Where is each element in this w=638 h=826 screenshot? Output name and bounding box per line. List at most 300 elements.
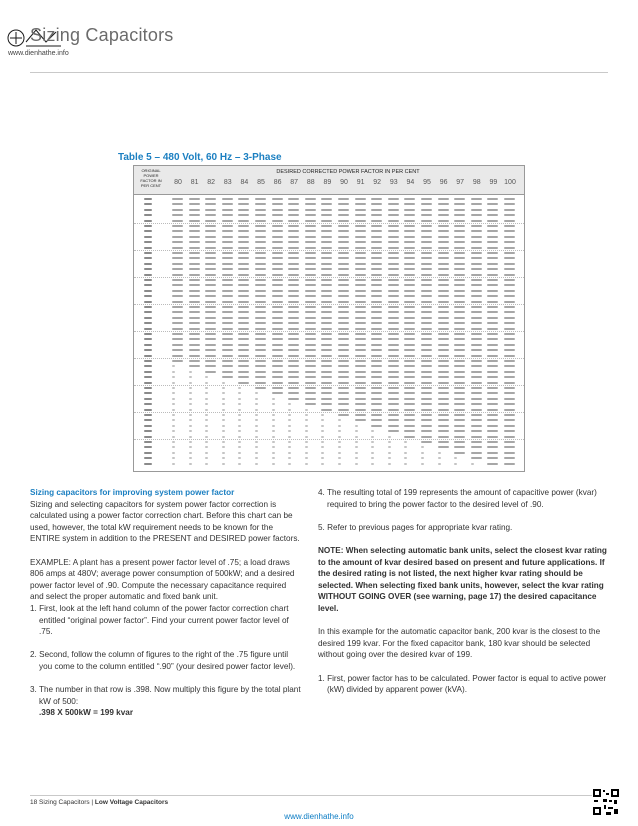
table-cell-mark	[222, 371, 233, 373]
table-cell-mark	[504, 338, 515, 340]
table-cell-mark	[321, 322, 332, 324]
table-cell-mark	[371, 419, 382, 421]
table-cell-mark	[321, 263, 332, 265]
table-cell-mark	[272, 209, 283, 211]
table-cell-mark	[504, 457, 515, 459]
table-cell-mark	[421, 398, 432, 400]
table-cell-mark	[288, 371, 299, 373]
table-cell-mark	[321, 328, 332, 330]
table-cell-mark	[504, 252, 515, 254]
table-cell-mark	[471, 236, 482, 238]
table-cell-mark	[222, 220, 233, 222]
table-cell-mark	[388, 398, 399, 400]
table-cell-mark	[355, 247, 366, 249]
table-cell-mark	[355, 463, 358, 465]
table-cell-mark	[438, 301, 449, 303]
table-cell-mark	[371, 430, 374, 432]
table-cell-mark	[355, 436, 358, 438]
table-cell-mark	[255, 247, 266, 249]
table-cell-mark	[471, 214, 482, 216]
table-cell-mark	[288, 257, 299, 259]
table-cell-mark	[321, 365, 332, 367]
table-cell-mark	[355, 392, 366, 394]
table-cell-mark	[421, 344, 432, 346]
table-cell-mark	[371, 257, 382, 259]
table-cell-mark	[487, 376, 498, 378]
row-label-mark	[144, 301, 152, 303]
row-label-mark	[144, 392, 152, 394]
table-cell-mark	[238, 274, 249, 276]
table-cell-mark	[371, 403, 382, 405]
table-cell-mark	[404, 268, 415, 270]
table-cell-mark	[421, 247, 432, 249]
table-cell-mark	[321, 419, 324, 421]
table-cell-mark	[189, 247, 200, 249]
table-cell-mark	[205, 274, 216, 276]
table-cell-mark	[454, 376, 465, 378]
table-cell-mark	[272, 247, 283, 249]
table-cell-mark	[288, 301, 299, 303]
table-cell-mark	[355, 301, 366, 303]
table-cell-mark	[222, 360, 233, 362]
table-cell-mark	[371, 284, 382, 286]
table-cell-mark	[487, 198, 498, 200]
table-cell-mark	[371, 295, 382, 297]
table-cell-mark	[305, 214, 316, 216]
table-cell-mark	[172, 436, 175, 438]
table-cell-mark	[404, 344, 415, 346]
table-cell-mark	[172, 241, 183, 243]
table-cell-mark	[388, 203, 399, 205]
table-cell-mark	[255, 376, 266, 378]
table-cell-mark	[421, 376, 432, 378]
table-cell-mark	[438, 268, 449, 270]
table-cell-mark	[255, 274, 266, 276]
table-cell-mark	[355, 398, 366, 400]
table-cell-mark	[388, 365, 399, 367]
table-cell-mark	[238, 198, 249, 200]
table-cell-mark	[272, 290, 283, 292]
table-cell-mark	[305, 457, 308, 459]
table-cell-mark	[238, 295, 249, 297]
column-header: 96	[439, 179, 448, 186]
table-cell-mark	[421, 436, 432, 438]
table-cell-mark	[172, 252, 183, 254]
table-cell-mark	[305, 230, 316, 232]
table-cell-mark	[487, 301, 498, 303]
row-label-mark	[144, 230, 152, 232]
table-cell-mark	[288, 284, 299, 286]
table-cell-mark	[338, 349, 349, 351]
table-cell-mark	[321, 274, 332, 276]
table-cell-mark	[189, 274, 200, 276]
table-cell-mark	[189, 365, 200, 367]
table-cell-mark	[321, 409, 332, 411]
row-label-mark	[144, 387, 152, 389]
table-cell-mark	[454, 338, 465, 340]
table-cell-mark	[305, 387, 316, 389]
table-cell-mark	[172, 371, 175, 373]
table-cell-mark	[421, 279, 432, 281]
column-header: 100	[504, 179, 516, 186]
table-cell-mark	[189, 198, 200, 200]
table-cell-mark	[222, 392, 225, 394]
table-cell-mark	[189, 220, 200, 222]
table-cell-mark	[454, 274, 465, 276]
table-cell-mark	[222, 409, 225, 411]
table-cell-mark	[338, 279, 349, 281]
table-cell-mark	[454, 322, 465, 324]
table-cell-mark	[338, 198, 349, 200]
table-cell-mark	[288, 338, 299, 340]
table-cell-mark	[471, 241, 482, 243]
table-cell-mark	[487, 452, 498, 454]
table-cell-mark	[321, 425, 324, 427]
table-cell-mark	[454, 252, 465, 254]
table-cell-mark	[222, 349, 233, 351]
table-cell-mark	[421, 263, 432, 265]
table-cell-mark	[504, 306, 515, 308]
table-cell-mark	[288, 360, 299, 362]
table-cell-mark	[305, 355, 316, 357]
row-label-mark	[144, 436, 152, 438]
table-cell-mark	[288, 409, 291, 411]
table-cell-mark	[338, 419, 341, 421]
table-cell-mark	[172, 430, 175, 432]
row-label-mark	[144, 414, 152, 416]
table-cell-mark	[238, 236, 249, 238]
table-cell-mark	[504, 209, 515, 211]
table-cell-mark	[371, 349, 382, 351]
table-cell-mark	[172, 301, 183, 303]
table-cell-mark	[321, 284, 332, 286]
table-cell-mark	[255, 403, 258, 405]
table-cell-mark	[504, 214, 515, 216]
table-cell-mark	[238, 284, 249, 286]
table-cell-mark	[288, 446, 291, 448]
table-cell-mark	[371, 452, 374, 454]
table-cell-mark	[288, 241, 299, 243]
table-cell-mark	[438, 446, 449, 448]
table-cell-mark	[321, 344, 332, 346]
table-cell-mark	[338, 376, 349, 378]
table-cell-mark	[255, 349, 266, 351]
table-cell-mark	[205, 403, 208, 405]
column-header: 87	[290, 179, 299, 186]
table-cell-mark	[438, 284, 449, 286]
table-cell-mark	[288, 333, 299, 335]
table-cell-mark	[222, 457, 225, 459]
table-cell-mark	[222, 441, 225, 443]
row-label-mark	[144, 252, 152, 254]
table-cell-mark	[288, 311, 299, 313]
table-cell-mark	[438, 430, 449, 432]
table-cell-mark	[205, 419, 208, 421]
table-cell-mark	[305, 452, 308, 454]
table-cell-mark	[238, 203, 249, 205]
row-label-mark	[144, 403, 152, 405]
table-cell-mark	[471, 371, 482, 373]
table-cell-mark	[487, 355, 498, 357]
table-cell-mark	[388, 463, 391, 465]
table-cell-mark	[504, 225, 515, 227]
table-cell-mark	[371, 376, 382, 378]
table-cell-mark	[288, 414, 291, 416]
table-cell-mark	[487, 382, 498, 384]
table-cell-mark	[338, 301, 349, 303]
table-cell-mark	[471, 463, 474, 465]
table-cell-mark	[504, 263, 515, 265]
footer-divider	[30, 795, 608, 796]
table-cell-mark	[454, 333, 465, 335]
table-cell-mark	[388, 220, 399, 222]
table-cell-mark	[355, 446, 358, 448]
table-cell-mark	[255, 360, 266, 362]
table-cell-mark	[205, 382, 208, 384]
table-cell-mark	[255, 387, 266, 389]
table-cell-mark	[172, 392, 175, 394]
table-cell-mark	[438, 328, 449, 330]
row-label-mark	[144, 257, 152, 259]
table-cell-mark	[388, 257, 399, 259]
table-cell-mark	[421, 419, 432, 421]
table-cell-mark	[272, 317, 283, 319]
table-cell-mark	[189, 252, 200, 254]
table-cell-mark	[205, 284, 216, 286]
table-cell-mark	[288, 306, 299, 308]
table-cell-mark	[438, 203, 449, 205]
table-cell-mark	[504, 441, 515, 443]
table-cell-mark	[421, 349, 432, 351]
table-cell-mark	[321, 306, 332, 308]
table-cell-mark	[421, 301, 432, 303]
table-cell-mark	[355, 349, 366, 351]
table-cell-mark	[305, 236, 316, 238]
table-cell-mark	[504, 301, 515, 303]
table-cell-mark	[338, 392, 349, 394]
table-cell-mark	[222, 252, 233, 254]
table-cell-mark	[238, 220, 249, 222]
table-cell-mark	[288, 268, 299, 270]
table-cell-mark	[222, 284, 233, 286]
table-cell-mark	[189, 268, 200, 270]
table-cell-mark	[205, 328, 216, 330]
table-cell-mark	[388, 263, 399, 265]
table-cell-mark	[288, 317, 299, 319]
table-cell-mark	[189, 446, 192, 448]
table-cell-mark	[255, 382, 266, 384]
row-label-mark	[144, 236, 152, 238]
table-cell-mark	[388, 317, 399, 319]
table-cell-mark	[471, 225, 482, 227]
table-cell-mark	[172, 214, 183, 216]
table-cell-mark	[504, 425, 515, 427]
table-cell-mark	[487, 419, 498, 421]
table-cell-mark	[288, 419, 291, 421]
table-cell-mark	[222, 203, 233, 205]
table-cell-mark	[321, 463, 324, 465]
table-cell-mark	[421, 387, 432, 389]
table-cell-mark	[454, 392, 465, 394]
table-cell-mark	[355, 263, 366, 265]
table-cell-mark	[388, 344, 399, 346]
table-cell-mark	[388, 209, 399, 211]
table-cell-mark	[487, 225, 498, 227]
table-cell-mark	[388, 446, 391, 448]
table-cell-mark	[438, 452, 441, 454]
table-cell-mark	[321, 441, 324, 443]
row-label-mark	[144, 322, 152, 324]
table-cell-mark	[338, 284, 349, 286]
table-cell-mark	[305, 349, 316, 351]
table-cell-mark	[504, 452, 515, 454]
table-cell-mark	[404, 452, 407, 454]
table-cell-mark	[205, 355, 216, 357]
table-cell-mark	[471, 382, 482, 384]
table-cell-mark	[404, 279, 415, 281]
table-cell-mark	[504, 322, 515, 324]
table-cell-mark	[388, 441, 391, 443]
table-cell-mark	[371, 279, 382, 281]
table-cell-mark	[487, 252, 498, 254]
table-cell-mark	[205, 349, 216, 351]
table-cell-mark	[288, 344, 299, 346]
table-cell-mark	[504, 349, 515, 351]
table-cell-mark	[255, 344, 266, 346]
table-cell-mark	[189, 409, 192, 411]
table-cell-mark	[222, 355, 233, 357]
column-header: 84	[240, 179, 249, 186]
table-cell-mark	[338, 409, 349, 411]
table-cell-mark	[471, 247, 482, 249]
step-3: 3. The number in that row is .398. Now multiply this figure by the total plant kW of 500:	[30, 685, 301, 706]
table-cell-mark	[288, 441, 291, 443]
table-cell-mark	[272, 214, 283, 216]
table-cell-mark	[471, 317, 482, 319]
table-cell-mark	[404, 398, 415, 400]
table-cell-mark	[338, 436, 341, 438]
table-cell-mark	[205, 392, 208, 394]
table-cell-mark	[288, 365, 299, 367]
table-cell-mark	[321, 355, 332, 357]
table-cell-mark	[404, 274, 415, 276]
row-label-mark	[144, 333, 152, 335]
table-cell-mark	[338, 295, 349, 297]
table-cell-mark	[238, 306, 249, 308]
table-cell-mark	[222, 301, 233, 303]
table-cell-mark	[371, 333, 382, 335]
table-cell-mark	[487, 409, 498, 411]
table-cell-mark	[272, 306, 283, 308]
table-cell-mark	[255, 322, 266, 324]
table-cell-mark	[371, 441, 374, 443]
table-cell-mark	[172, 311, 183, 313]
table-cell-mark	[205, 252, 216, 254]
table-cell-mark	[504, 365, 515, 367]
table-cell-mark	[172, 284, 183, 286]
table-cell-mark	[272, 441, 275, 443]
table-cell-mark	[288, 430, 291, 432]
table-cell-mark	[471, 392, 482, 394]
table-cell-mark	[487, 387, 498, 389]
table-cell-mark	[355, 328, 366, 330]
table-cell-mark	[172, 198, 183, 200]
table-cell-mark	[255, 311, 266, 313]
table-cell-mark	[238, 436, 241, 438]
table-cell-mark	[454, 457, 457, 459]
row-label-mark	[144, 263, 152, 265]
table-cell-mark	[504, 414, 515, 416]
site-url-link[interactable]: www.dienhathe.info	[284, 812, 354, 821]
table-cell-mark	[371, 209, 382, 211]
table-cell-mark	[404, 322, 415, 324]
table-cell-mark	[421, 360, 432, 362]
row-label-mark	[144, 279, 152, 281]
table-cell-mark	[338, 398, 349, 400]
table-cell-mark	[172, 247, 183, 249]
table-cell-mark	[404, 430, 415, 432]
row-label-mark	[144, 425, 152, 427]
row-label-mark	[144, 430, 152, 432]
table-cell-mark	[321, 203, 332, 205]
table-cell-mark	[438, 209, 449, 211]
table-cell-mark	[189, 257, 200, 259]
table-cell-mark	[321, 268, 332, 270]
table-cell-mark	[421, 430, 432, 432]
table-cell-mark	[471, 290, 482, 292]
table-cell-mark	[471, 344, 482, 346]
table-cell-mark	[355, 419, 366, 421]
row-label-mark	[144, 225, 152, 227]
table-cell-mark	[238, 441, 241, 443]
table-cell-mark	[404, 230, 415, 232]
table-cell-mark	[189, 398, 192, 400]
table-cell-mark	[421, 236, 432, 238]
table-cell-mark	[321, 252, 332, 254]
table-cell-mark	[222, 306, 233, 308]
table-cell-mark	[172, 236, 183, 238]
table-cell-mark	[305, 317, 316, 319]
row-label-mark	[144, 409, 152, 411]
table-cell-mark	[305, 257, 316, 259]
table-cell-mark	[388, 328, 399, 330]
table-cell-mark	[371, 263, 382, 265]
table-cell-mark	[355, 236, 366, 238]
table-cell-mark	[205, 376, 208, 378]
table-cell-mark	[454, 225, 465, 227]
table-cell-mark	[504, 311, 515, 313]
table-cell-mark	[172, 203, 183, 205]
table-cell-mark	[172, 360, 183, 362]
row-label-mark	[144, 198, 152, 200]
table-cell-mark	[288, 322, 299, 324]
table-cell-mark	[504, 268, 515, 270]
table-cell-mark	[388, 290, 399, 292]
table-cell-mark	[222, 333, 233, 335]
page-title	[30, 25, 173, 46]
table-cell-mark	[438, 419, 449, 421]
table-cell-mark	[355, 376, 366, 378]
table-cell-mark	[222, 317, 233, 319]
table-cell-mark	[222, 365, 233, 367]
table-cell-mark	[388, 252, 399, 254]
table-cell-mark	[338, 241, 349, 243]
table-cell-mark	[471, 376, 482, 378]
table-cell-mark	[487, 349, 498, 351]
table-cell-mark	[288, 328, 299, 330]
table-cell-mark	[388, 301, 399, 303]
table-cell-mark	[255, 241, 266, 243]
